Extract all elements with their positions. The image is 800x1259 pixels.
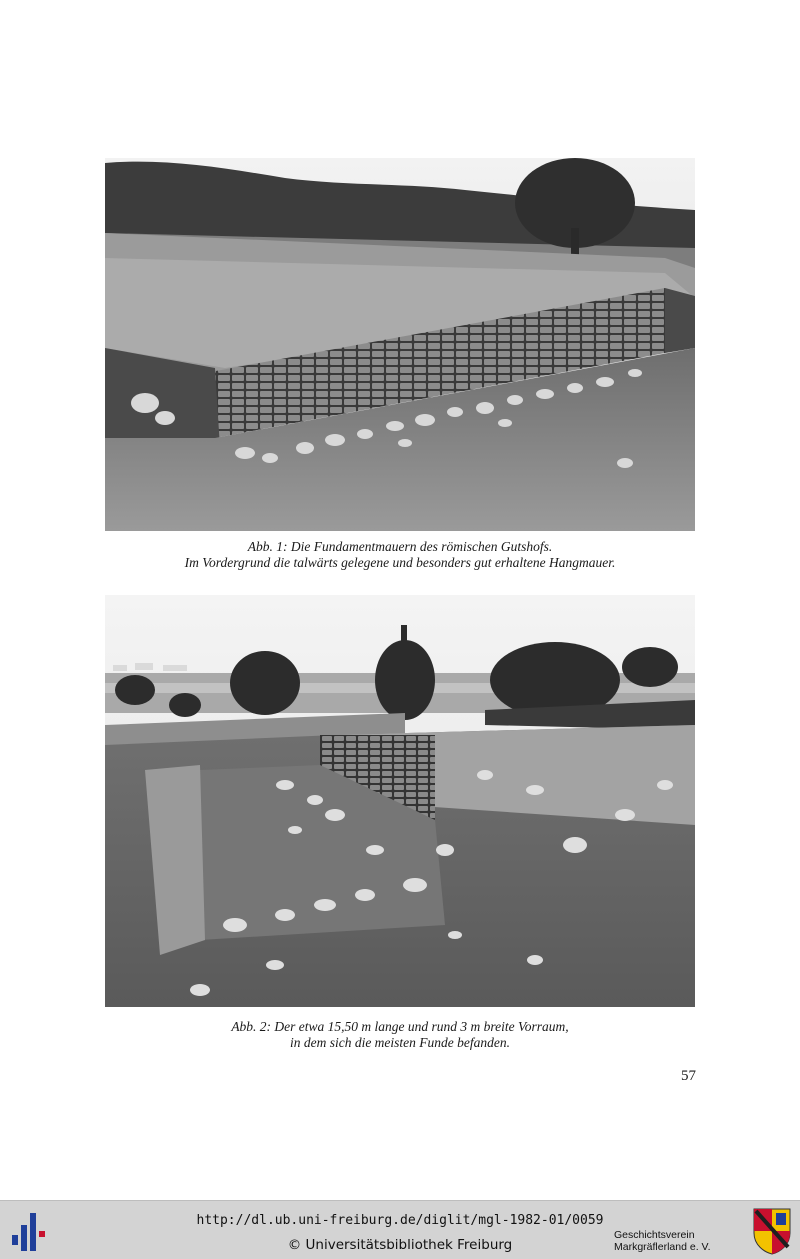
library-footer <box>0 1200 800 1259</box>
figure-1-caption-line-2: Im Vordergrund die talwärts gelegene und besonders gut erhaltene Hangmauer. <box>184 555 616 570</box>
figure-2-photo-drawing <box>105 595 695 1007</box>
figure-1-photo <box>105 158 695 531</box>
page-number: 57 <box>681 1068 696 1084</box>
document-url-link[interactable]: http://dl.ub.uni-freiburg.de/diglit/mgl-1982-01/0059 <box>196 1213 604 1228</box>
figure-2-caption-line-2: in dem sich die meisten Funde befanden. <box>289 1035 511 1050</box>
figure-2-caption <box>0 1019 800 1051</box>
figure-2-caption-line-1: Abb. 2: Der etwa 15,50 m lange und rund 3 m breite Vorraum, <box>231 1019 569 1034</box>
figure-1-caption <box>0 539 800 571</box>
figure-1-photo-drawing <box>105 158 695 531</box>
figure-2-photo <box>105 595 695 1007</box>
university-library-logo-icon <box>12 1211 52 1253</box>
copyright-notice: © Universitätsbibliothek Freiburg <box>287 1237 513 1253</box>
figure-1-caption-line-1: Abb. 1: Die Fundamentmauern des römischen Gutshofs. <box>247 539 553 554</box>
society-name-line-1: Geschichtsverein <box>614 1229 695 1241</box>
coat-of-arms-icon <box>752 1207 792 1255</box>
society-name-line-2: Markgräflerland e. V. <box>614 1241 711 1253</box>
society-name <box>614 1229 754 1253</box>
